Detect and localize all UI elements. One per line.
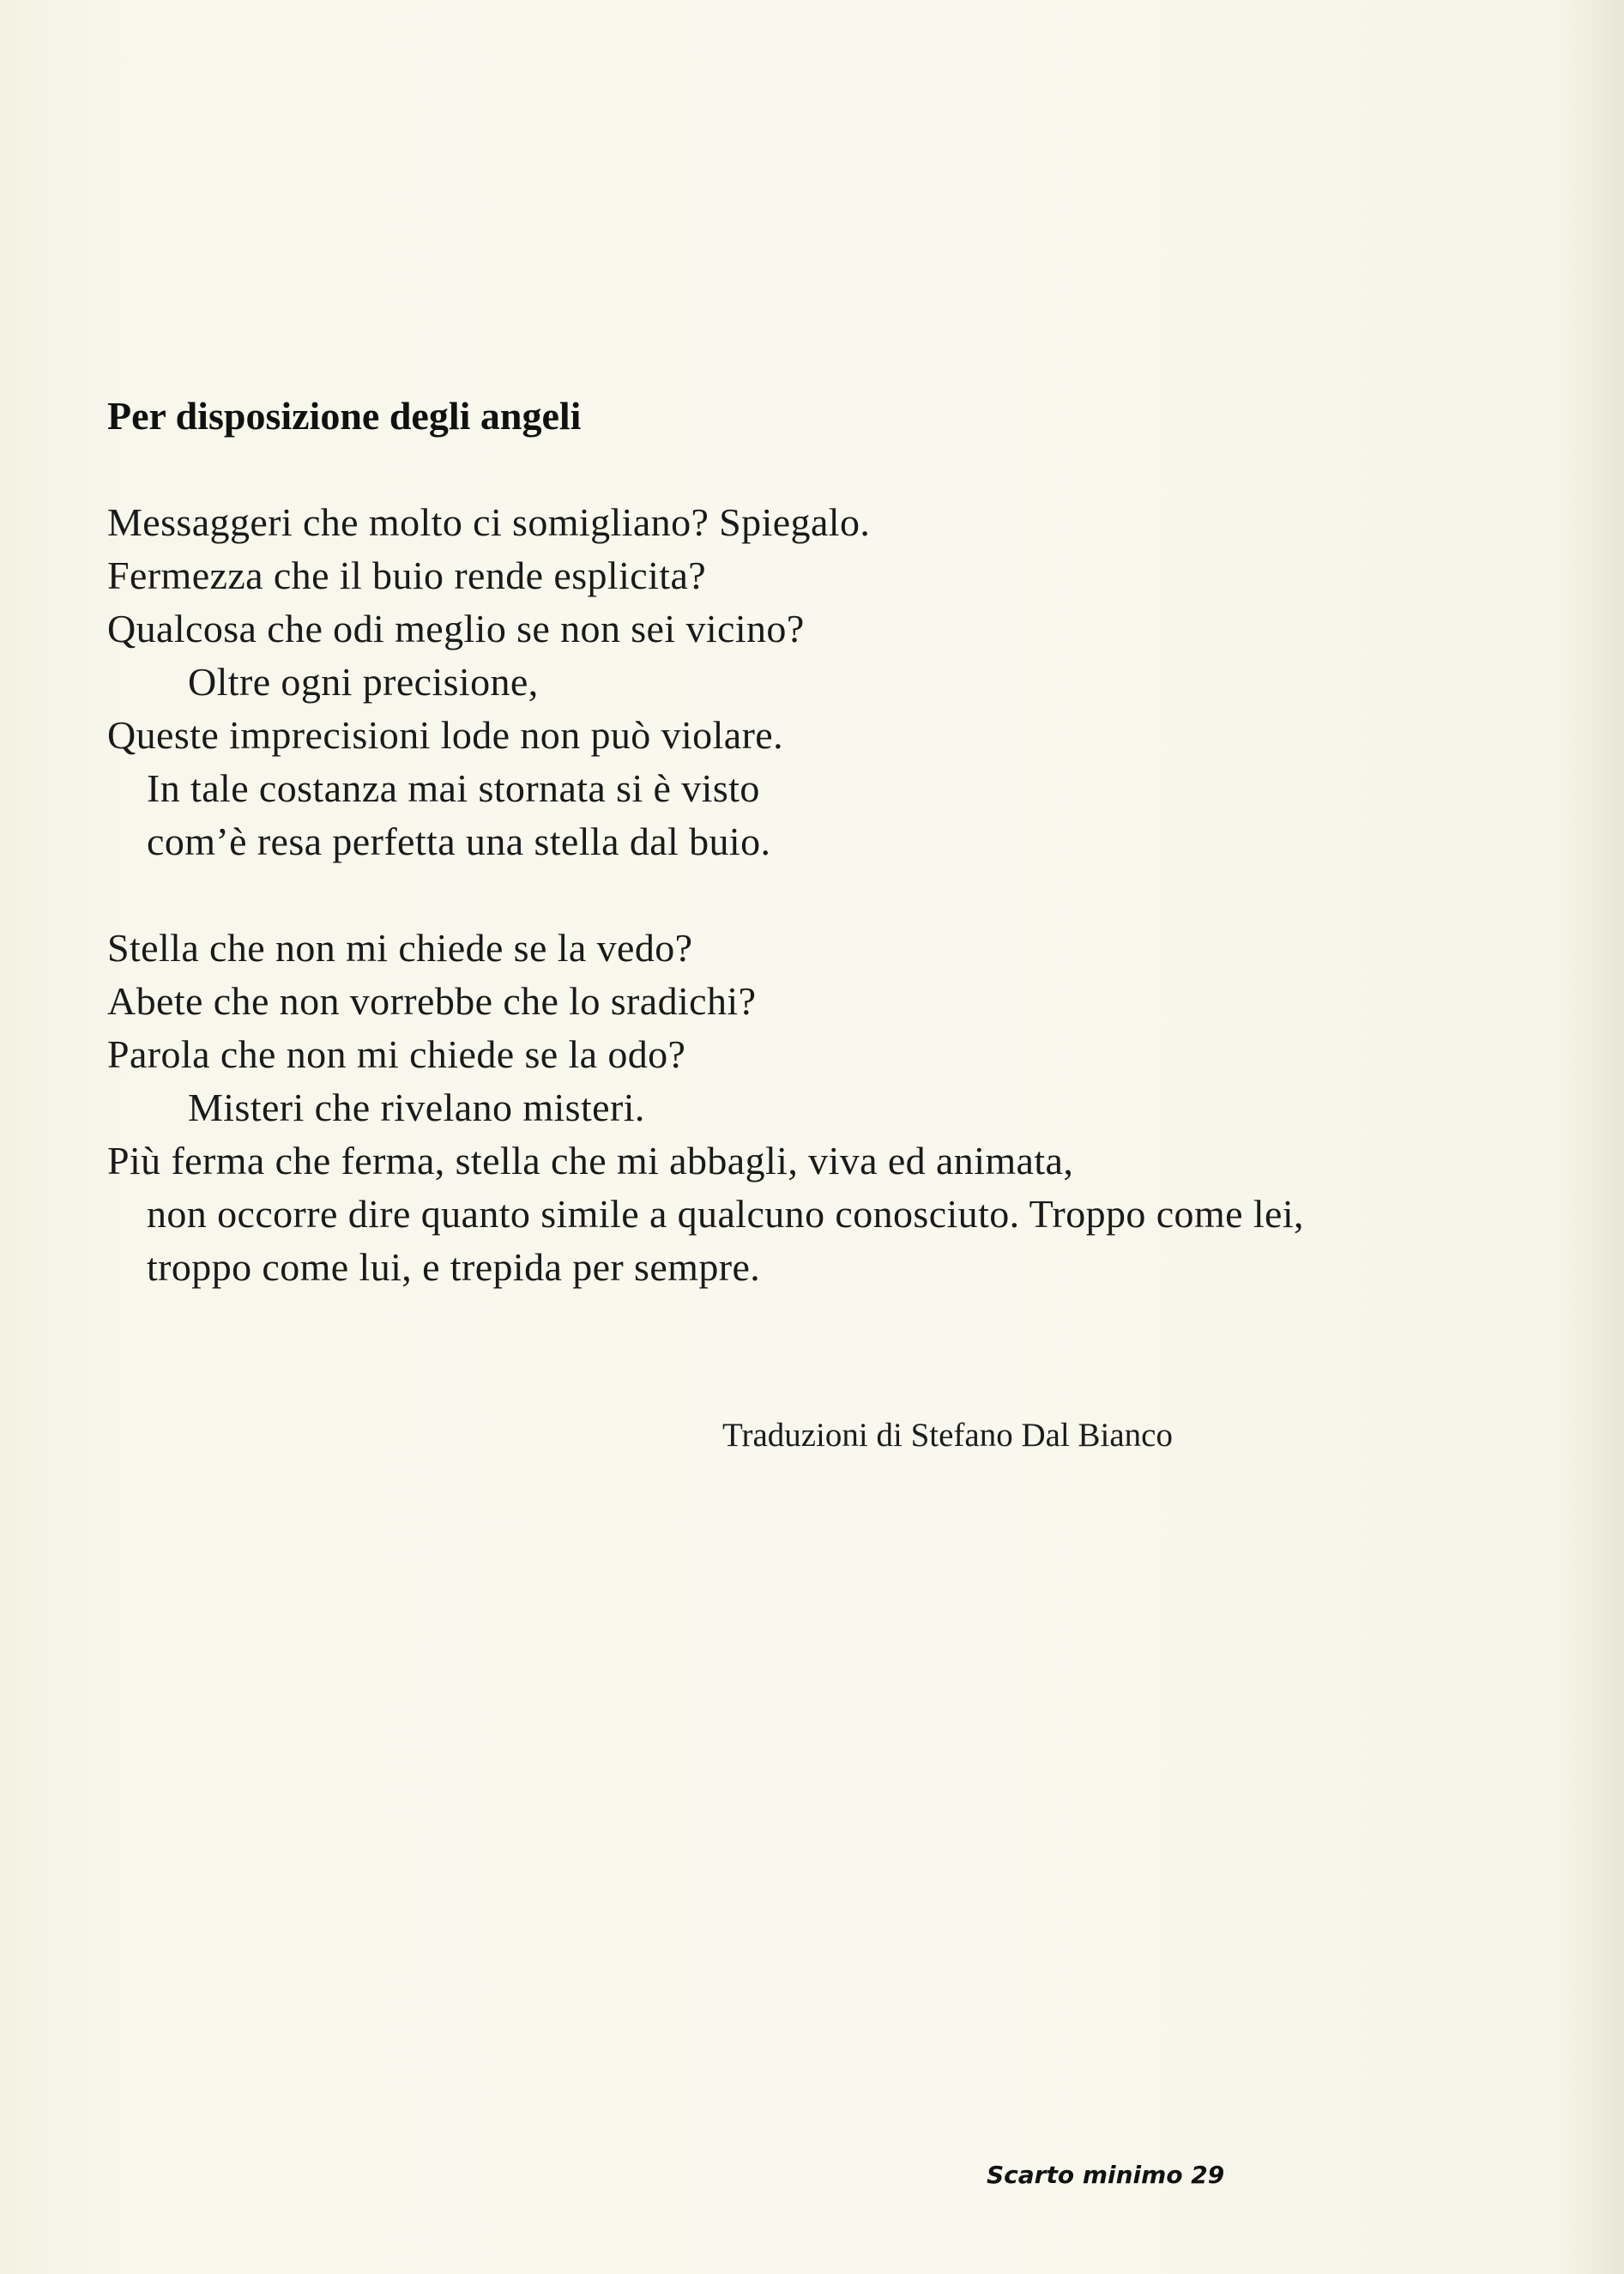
stanza-break <box>107 868 1566 922</box>
poem-line: non occorre dire quanto simile a qualcuno conosciuto. Troppo come lei, <box>147 1192 1304 1236</box>
poem-line: Messaggeri che molto ci somigliano? Spiegalo. <box>107 500 871 544</box>
poem-line: Qualcosa che odi meglio se non sei vicino? <box>107 607 805 650</box>
poem-line: Più ferma che ferma, stella che mi abbagli, viva ed animata, <box>107 1139 1074 1182</box>
poem-line: Abete che non vorrebbe che lo sradichi? <box>107 979 757 1023</box>
poem-line: Parola che non mi chiede se la odo? <box>107 1032 686 1076</box>
poem-title: Per disposizione degli angeli <box>107 394 582 438</box>
poem-line: In tale costanza mai stornata si è visto <box>147 766 760 810</box>
poem-line: Misteri che rivelano misteri. <box>188 1086 645 1129</box>
page-footer: Scarto minimo 29 <box>987 2161 1225 2189</box>
poem-line: Fermezza che il buio rende esplicita? <box>107 553 707 597</box>
poem-line: troppo come lui, e trepida per sempre. <box>147 1245 761 1289</box>
poem-line: Queste imprecisioni lode non può violare. <box>107 713 784 757</box>
translator-credit: Traduzioni di Stefano Dal Bianco <box>722 1417 1173 1454</box>
poem-line: Oltre ogni precisione, <box>188 660 539 704</box>
poem-line: com’è resa perfetta una stella dal buio. <box>147 819 771 863</box>
poem-body <box>107 496 1566 1294</box>
poem-line: Stella che non mi chiede se la vedo? <box>107 926 693 970</box>
